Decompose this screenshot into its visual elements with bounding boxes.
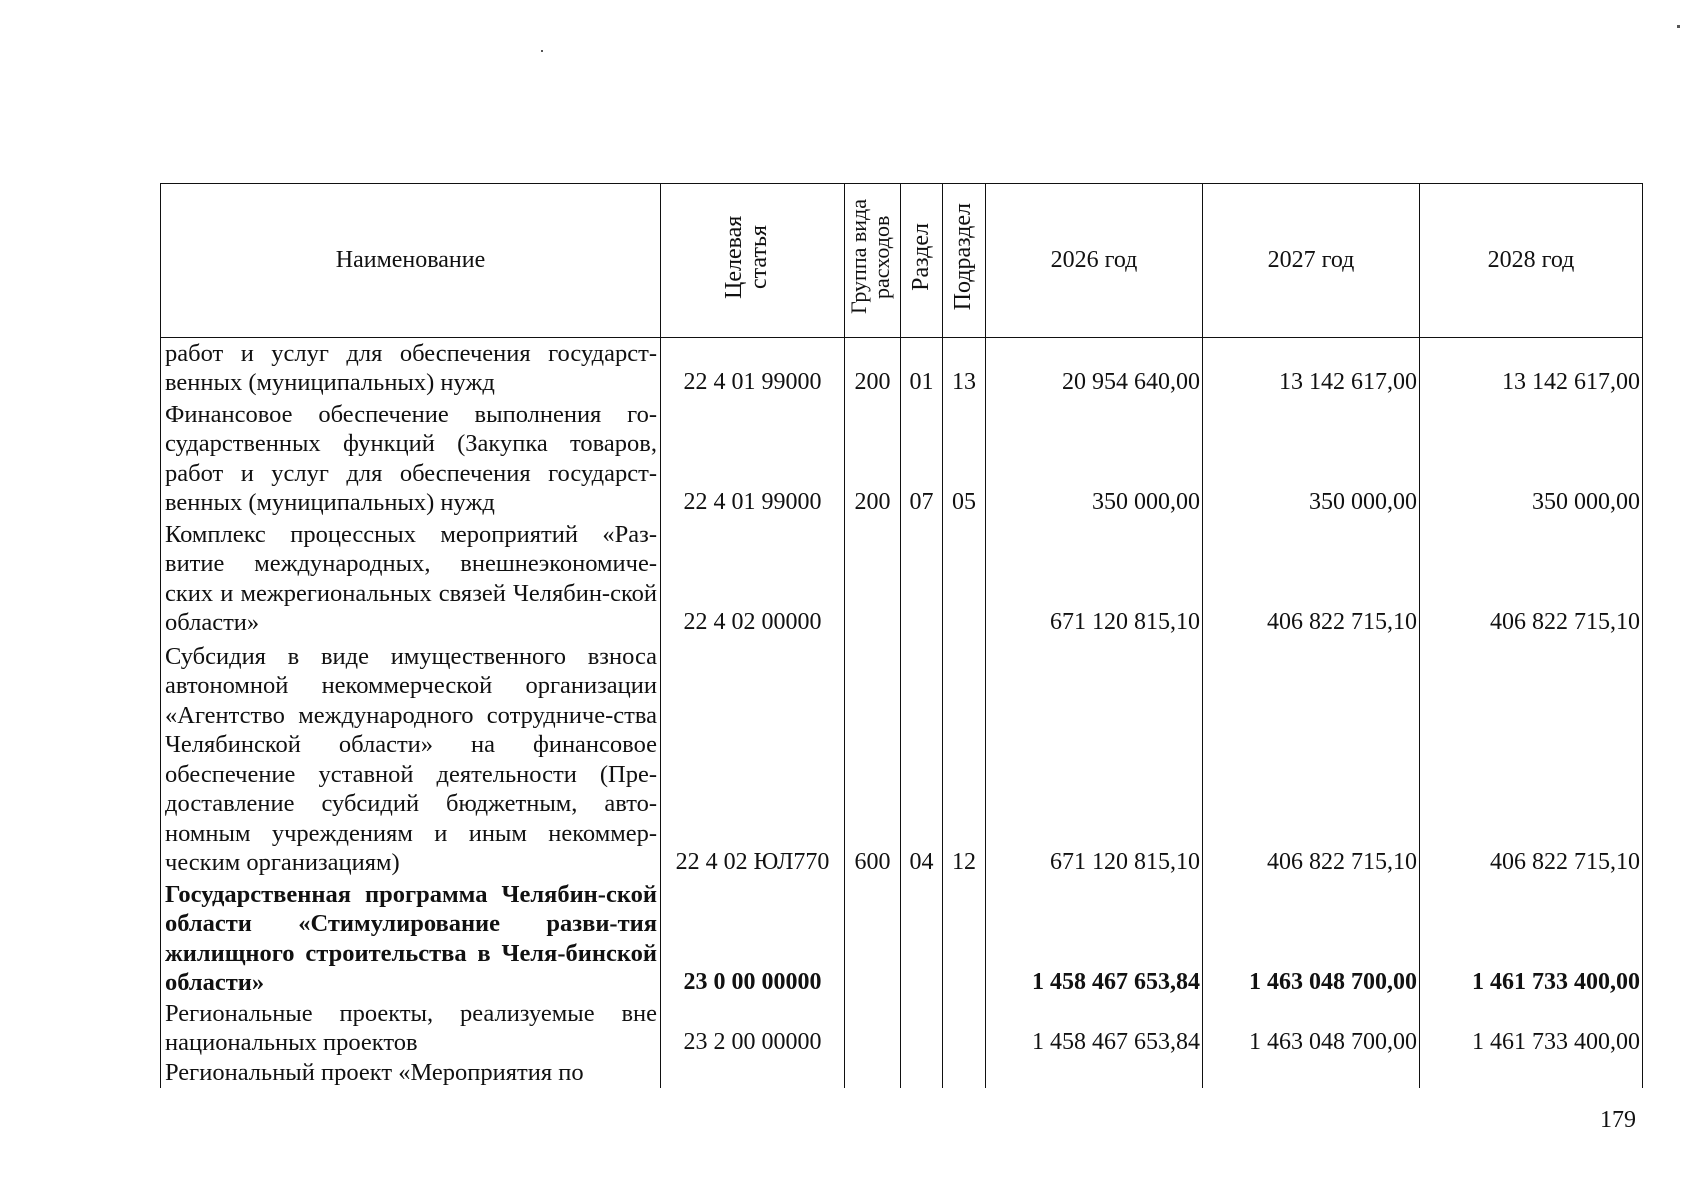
page-number: 179	[1600, 1107, 1636, 1133]
row-subsection	[943, 1058, 986, 1088]
row-name: Субсидия в виде имущественного взноса автономной некоммерческой организации «Агентство международного сотрудниче-ства Челябинской области» на финансовое обеспечение уставной деятельности (Пре-доставление субсидий бюджетным, авто-номным учреждениям и иным некоммер-ческим организациям)	[161, 638, 661, 878]
row-code: 22 4 02 00000	[661, 518, 845, 638]
row-2027: 1 463 048 700,00	[1203, 998, 1420, 1058]
row-subsection	[943, 878, 986, 998]
table-row	[161, 1058, 1643, 1088]
row-name: работ и услуг для обеспечения государст-венных (муниципальных) нужд	[161, 338, 661, 398]
table-header	[161, 184, 1643, 338]
table-row	[161, 638, 1643, 878]
row-2028: 1 461 733 400,00	[1420, 878, 1643, 998]
row-section: 04	[901, 638, 943, 878]
table-row	[161, 338, 1643, 398]
row-name: Региональный проект «Мероприятия по	[161, 1058, 661, 1088]
row-name: Финансовое обеспечение выполнения го-сударственных функций (Закупка товаров, работ и услуг для обеспечения государст-венных (муниципальных) нужд	[161, 398, 661, 518]
header-name: Наименование	[161, 184, 661, 338]
row-group	[845, 518, 901, 638]
row-subsection: 05	[943, 398, 986, 518]
header-group	[845, 184, 901, 338]
header-section	[901, 184, 943, 338]
table-row	[161, 398, 1643, 518]
table-row	[161, 518, 1643, 638]
header-group-label: Группа вида расходов	[845, 199, 894, 315]
row-2027: 1 463 048 700,00	[1203, 878, 1420, 998]
row-code	[661, 1058, 845, 1088]
header-2027: 2027 год	[1203, 184, 1420, 338]
header-section-label: Раздел	[907, 223, 934, 291]
row-section: 07	[901, 398, 943, 518]
header-target	[661, 184, 845, 338]
scan-speck	[1677, 25, 1680, 28]
row-2026: 671 120 815,10	[986, 638, 1203, 878]
row-name: Комплекс процессных мероприятий «Раз-витие международных, внешнеэкономиче-ских и межрегиональных связей Челябин-ской области»	[161, 518, 661, 638]
row-subsection: 12	[943, 638, 986, 878]
row-group	[845, 1058, 901, 1088]
row-group: 600	[845, 638, 901, 878]
row-code: 23 0 00 00000	[661, 878, 845, 998]
row-subsection	[943, 998, 986, 1058]
row-2028: 1 461 733 400,00	[1420, 998, 1643, 1058]
row-2026: 1 458 467 653,84	[986, 998, 1203, 1058]
row-2027: 406 822 715,10	[1203, 518, 1420, 638]
row-2026: 671 120 815,10	[986, 518, 1203, 638]
row-2027: 13 142 617,00	[1203, 338, 1420, 398]
row-group: 200	[845, 338, 901, 398]
row-2028	[1420, 1058, 1643, 1088]
row-2027: 350 000,00	[1203, 398, 1420, 518]
row-2026: 350 000,00	[986, 398, 1203, 518]
header-2026: 2026 год	[986, 184, 1203, 338]
header-target-label: Целевая статья	[720, 215, 772, 299]
row-section: 01	[901, 338, 943, 398]
row-code: 22 4 02 ЮЛ770	[661, 638, 845, 878]
row-section	[901, 998, 943, 1058]
row-2028: 406 822 715,10	[1420, 518, 1643, 638]
row-name: Региональные проекты, реализуемые вне национальных проектов	[161, 998, 661, 1058]
row-code: 22 4 01 99000	[661, 338, 845, 398]
row-2027: 406 822 715,10	[1203, 638, 1420, 878]
row-subsection: 13	[943, 338, 986, 398]
row-2026: 1 458 467 653,84	[986, 878, 1203, 998]
budget-table	[160, 183, 1643, 1088]
row-name: Государственная программа Челябин-ской области «Стимулирование разви-тия жилищного строительства в Челя-бинской области»	[161, 878, 661, 998]
row-subsection	[943, 518, 986, 638]
row-code: 22 4 01 99000	[661, 398, 845, 518]
row-2028: 350 000,00	[1420, 398, 1643, 518]
row-group: 200	[845, 398, 901, 518]
row-2028: 13 142 617,00	[1420, 338, 1643, 398]
header-subsection-label: Подраздел	[950, 203, 977, 311]
header-subsection	[943, 184, 986, 338]
header-2028: 2028 год	[1420, 184, 1643, 338]
row-2026	[986, 1058, 1203, 1088]
row-2028: 406 822 715,10	[1420, 638, 1643, 878]
row-code: 23 2 00 00000	[661, 998, 845, 1058]
scan-speck	[541, 50, 543, 52]
row-section	[901, 878, 943, 998]
row-group	[845, 998, 901, 1058]
row-section	[901, 518, 943, 638]
row-2026: 20 954 640,00	[986, 338, 1203, 398]
row-section	[901, 1058, 943, 1088]
row-group	[845, 878, 901, 998]
table-row	[161, 998, 1643, 1058]
row-2027	[1203, 1058, 1420, 1088]
table-row	[161, 878, 1643, 998]
